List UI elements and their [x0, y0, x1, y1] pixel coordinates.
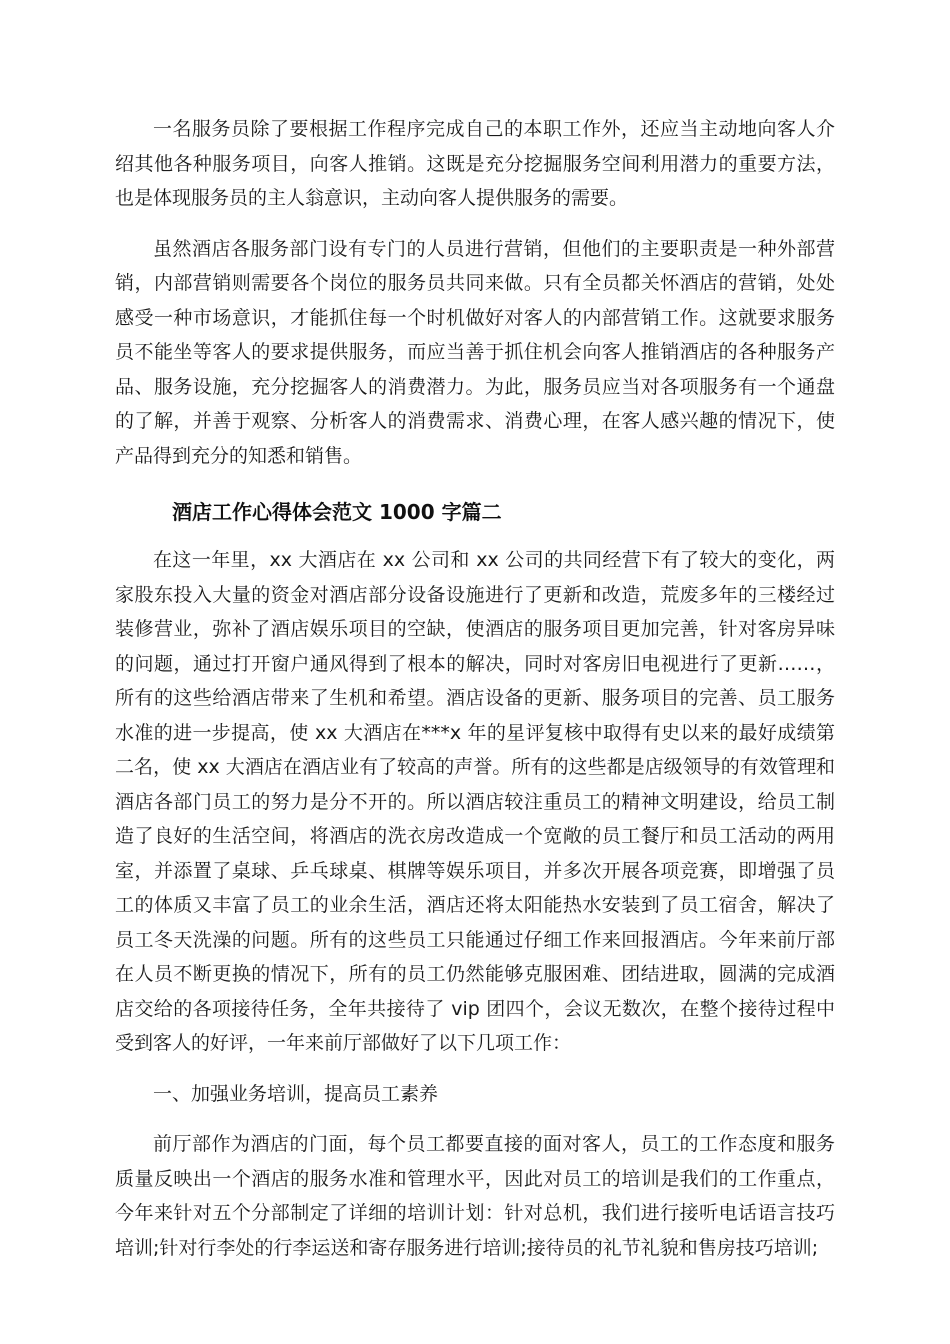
- paragraph-year-review: 在这一年里，xx 大酒店在 xx 公司和 xx 公司的共同经营下有了较大的变化，两家股东投入大量的资金对酒店部分设备设施进行了更新和改造，荒废多年的三楼经过装修营业，弥补了酒店娱乐项目的空缺，使酒店的服务项目更加完善，针对客房异味的问题，通过打开窗户通风得到了根本的解决，同时对客房旧电视进行了更新……，所有的这些给酒店带来了生机和希望。酒店设备的更新、服务项目的完善、员工服务水准的进一步提高，使 xx 大酒店在***x 年的星评复核中取得有史以来的最好成绩第二名，使 xx 大酒店在酒店业有了较高的声誉。所有的这些都是店级领导的有效管理和酒店各部门员工的努力是分不开的。所以酒店较注重员工的精神文明建设，给员工制造了良好的生活空间，将酒店的洗衣房改造成一个宽敞的员工餐厅和员工活动的两用室，并添置了桌球、乒乓球桌、棋牌等娱乐项目，并多次开展各项竞赛，即增强了员工的体质又丰富了员工的业余生活，酒店还将太阳能热水安装到了员工宿舍，解决了员工冬天洗澡的问题。所有的这些员工只能通过仔细工作来回报酒店。今年来前厅部在人员不断更换的情况下，所有的员工仍然能够克服困难、团结进取，圆满的完成酒店交给的各项接待任务，全年共接待了 vip 团四个，会议无数次，在整个接待过程中受到客人的好评，一年来前厅部做好了以下几项工作：: [115, 549, 835, 1054]
- paragraph-training: 前厅部作为酒店的门面，每个员工都要直接的面对客人，员工的工作态度和服务质量反映出一个酒店的服务水准和管理水平，因此对员工的培训是我们的工作重点，今年来针对五个分部制定了详细的培训计划：针对总机，我们进行接听电话语言技巧培训;针对行李处的行李运送和寄存服务进行培训;接待员的礼节礼貌和售房技巧培训;: [115, 1133, 835, 1259]
- subsection-heading: 一、加强业务培训，提高员工素养: [153, 1082, 439, 1105]
- paragraph-upsell-intro: 一名服务员除了要根据工作程序完成自己的本职工作外，还应当主动地向客人介绍其他各种服务项目，向客人推销。这既是充分挖掘服务空间利用潜力的重要方法，也是体现服务员的主人翁意识，主动向客人提供服务的需要。: [115, 118, 835, 209]
- paragraph-internal-marketing: 虽然酒店各服务部门设有专门的人员进行营销，但他们的主要职责是一种外部营销，内部营销则需要各个岗位的服务员共同来做。只有全员都关怀酒店的营销，处处感受一种市场意识，才能抓住每一个时机做好对客人的内部营销工作。这就要求服务员不能坐等客人的要求提供服务，而应当善于抓住机会向客人推销酒店的各种服务产品、服务设施，充分挖掘客人的消费潜力。为此，服务员应当对各项服务有一个通盘的了解，并善于观察、分析客人的消费需求、消费心理，在客人感兴趣的情况下，使产品得到充分的知悉和销售。: [115, 237, 835, 467]
- section-heading: 酒店工作心得体会范文 1000 字篇二: [172, 500, 502, 524]
- document-page: [115, 112, 835, 1265]
